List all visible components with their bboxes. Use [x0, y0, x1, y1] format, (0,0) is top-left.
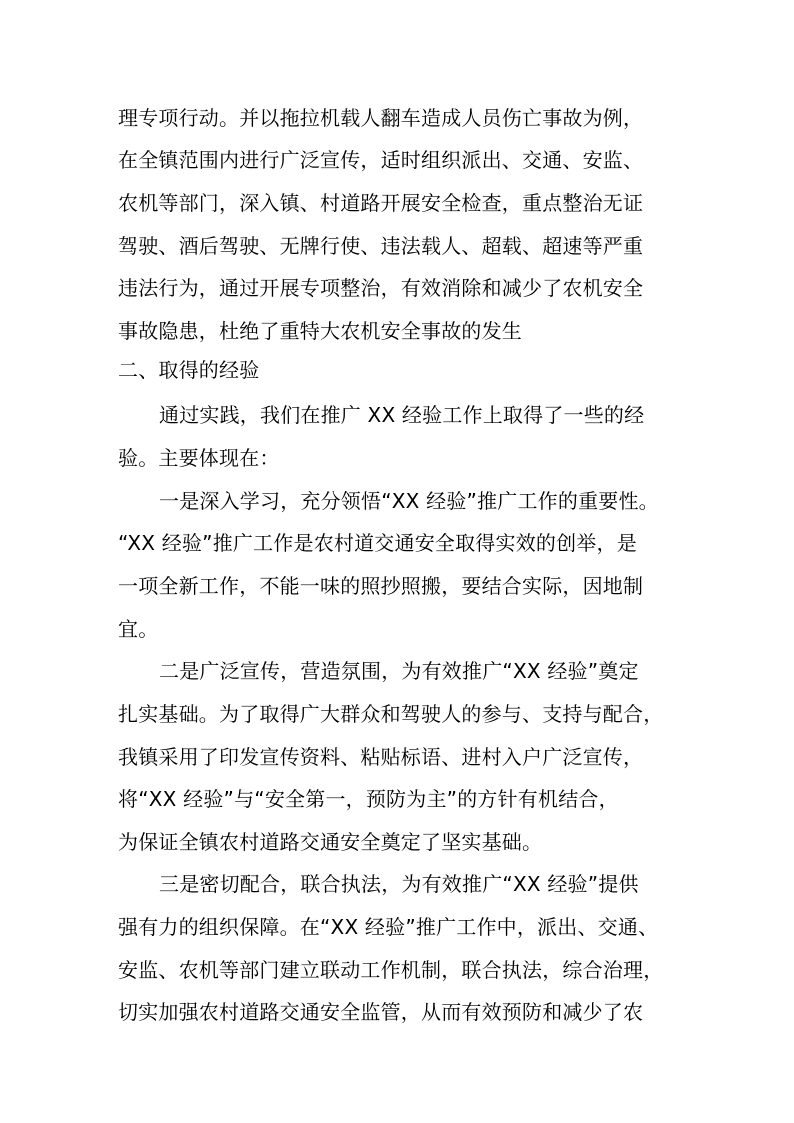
paragraph-line: “XX 经验”推广工作是农村道交通安全取得实效的创举，是: [118, 531, 637, 555]
paragraph-line: 一是深入学习，充分领悟“XX 经验”推广工作的重要性。: [159, 489, 659, 513]
paragraph-line: 宜。: [118, 617, 159, 641]
paragraph-line: 驾驶、酒后驾驶、无牌行使、违法载人、超载、超速等严重: [118, 234, 644, 258]
paragraph-line: 一项全新工作，不能一味的照抄照搬，要结合实际，因地制: [118, 574, 644, 598]
paragraph-line: 三是密切配合，联合执法，为有效推广“XX 经验”提供: [159, 872, 639, 896]
paragraph-line: 在全镇范围内进行广泛宣传，适时组织派出、交通、安监、: [118, 148, 644, 172]
paragraph-line: 我镇采用了印发宣传资料、粘贴标语、进村入户广泛宣传，: [118, 745, 644, 769]
paragraph-line: 将“XX 经验”与“安全第一，预防为主”的方针有机结合，: [118, 787, 619, 811]
paragraph-line: 强有力的组织保障。在“XX 经验”推广工作中，派出、交通、: [118, 915, 659, 939]
paragraph-line: 通过实践，我们在推广 XX 经验工作上取得了一些的经: [159, 403, 645, 427]
paragraph-line: 扎实基础。为了取得广大群众和驾驶人的参与、支持与配合，: [118, 702, 664, 726]
paragraph-line: 切实加强农村道路交通安全监管，从而有效预防和减少了农: [118, 1000, 644, 1024]
paragraph-line: 违法行为，通过开展专项整治，有效消除和减少了农机安全: [118, 276, 644, 300]
paragraph-line: 理专项行动。并以拖拉机载人翻车造成人员伤亡事故为例，: [118, 106, 644, 130]
section-heading: 二、取得的经验: [118, 358, 260, 382]
paragraph-line: 验。主要体现在：: [118, 446, 280, 470]
paragraph-line: 农机等部门，深入镇、村道路开展安全检查，重点整治无证: [118, 191, 644, 215]
paragraph-line: 安监、农机等部门建立联动工作机制，联合执法，综合治理，: [118, 958, 664, 982]
paragraph-line: 二是广泛宣传，营造氛围，为有效推广“XX 经验”奠定: [159, 659, 639, 683]
paragraph-line: 事故隐患，杜绝了重特大农机安全事故的发生: [118, 319, 522, 343]
paragraph-line: 为保证全镇农村道路交通安全奠定了坚实基础。: [118, 830, 543, 854]
